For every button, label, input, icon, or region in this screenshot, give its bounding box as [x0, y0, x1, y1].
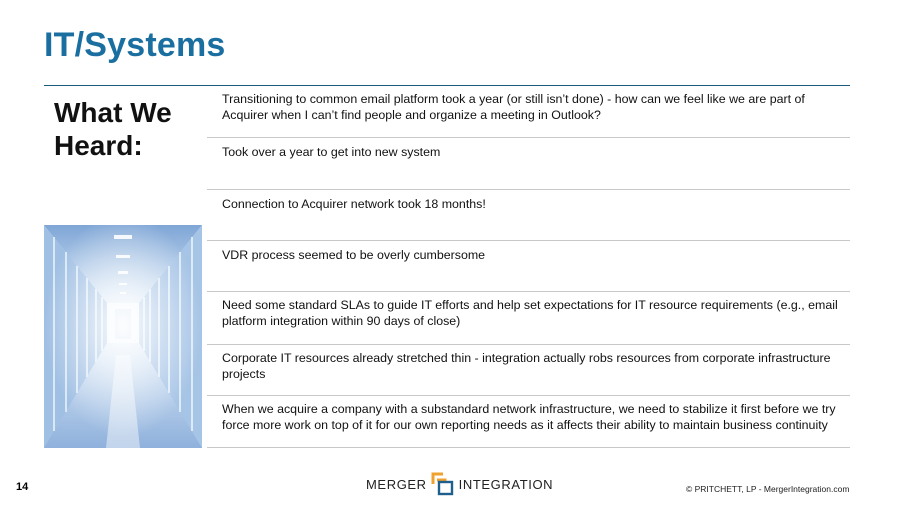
feedback-item: VDR process seemed to be overly cumbersome [207, 241, 850, 292]
feedback-item: Took over a year to get into new system [207, 138, 850, 190]
logo-text-left: MERGER [366, 476, 427, 492]
title-divider [44, 85, 850, 86]
server-room-illustration [44, 225, 202, 448]
feedback-list [207, 88, 850, 448]
feedback-item: Corporate IT resources already stretched thin - integration actually robs resources from corporate infrastructure projects [207, 345, 850, 396]
section-heading: What We Heard: [54, 97, 172, 161]
slide-title: IT/Systems [44, 26, 226, 64]
logo-text-right: INTEGRATION [458, 476, 554, 492]
feedback-item: Connection to Acquirer network took 18 months! [207, 190, 850, 241]
feedback-item: Transitioning to common email platform took a year (or still isn’t done) - how can we feel like we are part of Acquirer when I can’t find people and organize a meeting in Outlook? [207, 88, 850, 138]
logo-squares-icon [431, 472, 455, 496]
server-room-photo [44, 225, 202, 448]
merger-integration-logo [366, 471, 553, 497]
page-number: 14 [16, 481, 29, 493]
feedback-item: When we acquire a company with a substandard network infrastructure, we need to stabilize it first before we try force more work on top of it for our own reporting needs as it affects their ability to maintain business continuity [207, 396, 850, 448]
feedback-item: Need some standard SLAs to guide IT efforts and help set expectations for IT resource requirements (e.g., email platform integration within 90 days of close) [207, 292, 850, 345]
copyright-text: © PRITCHETT, LP - MergerIntegration.com [686, 484, 850, 494]
